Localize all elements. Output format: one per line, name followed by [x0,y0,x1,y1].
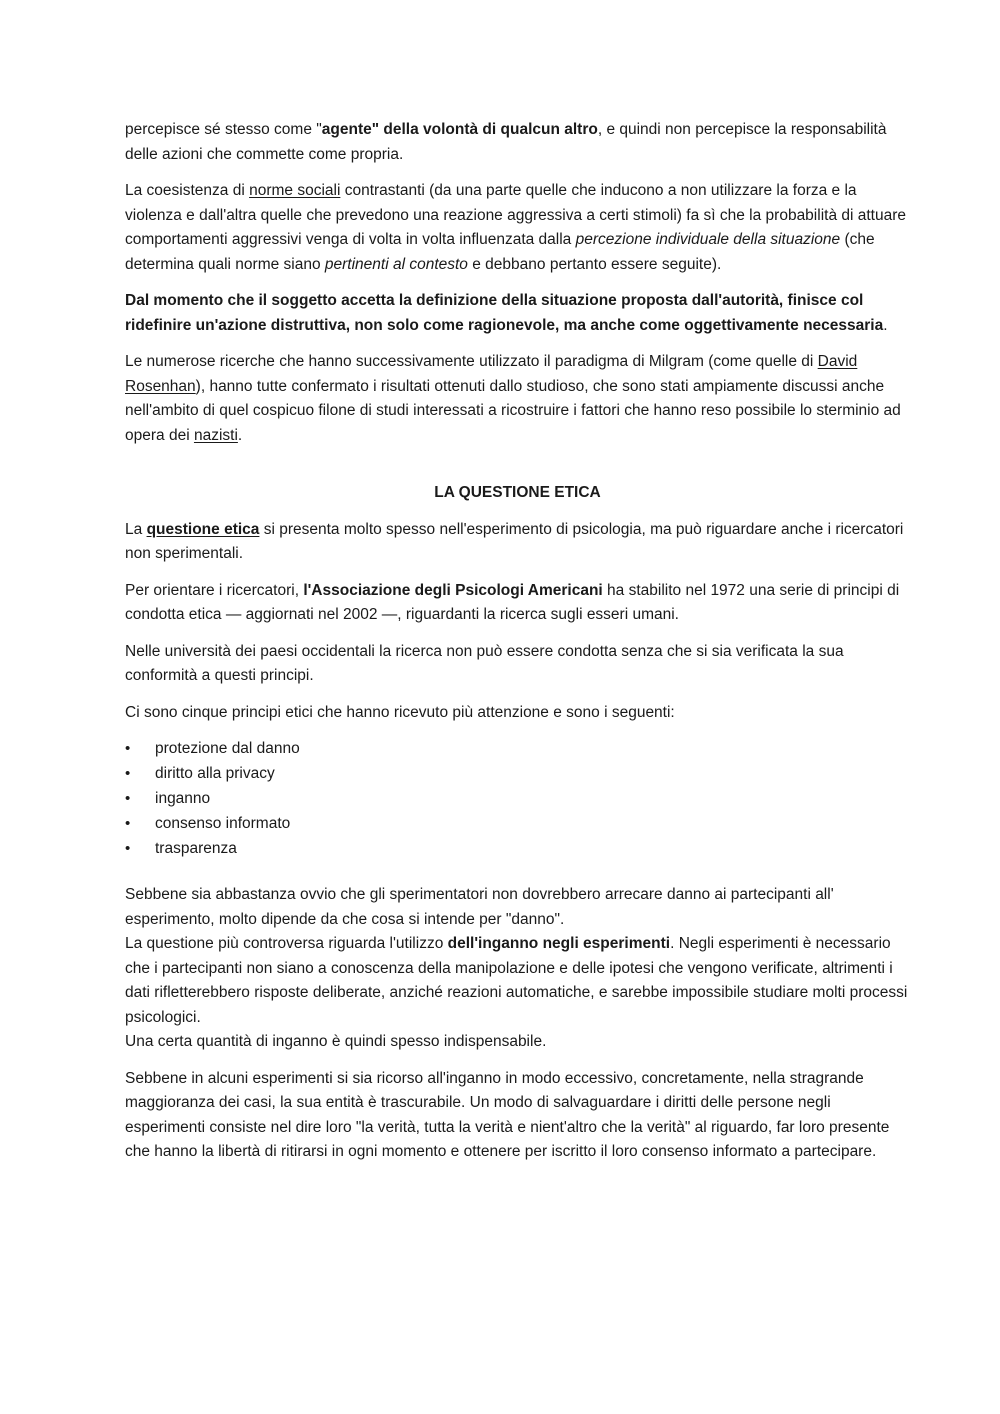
list-item [125,787,910,812]
text: contrastanti (da una parte quelle che inducono a non utilizzare la forza e la violenza e dall'altra quelle che prevedono una reazione aggressiva a certi stimoli) fa sì che la probabilità di attuare comportamenti aggressivi venga di volta in volta influenzata dalla [125,182,906,248]
text: . [237,426,243,444]
paragraph-apa [125,579,910,628]
paragraph-principles-intro: Ci sono cinque principi etici che hanno ricevuto più attenzione e sono i seguenti: [125,703,675,721]
italic-text: pertinenti al contesto [324,255,468,273]
bullet-icon: • [125,765,131,782]
text: percepisce sé stesso come " [125,121,322,138]
italic-text: percezione individuale della situazione [575,231,841,248]
bullet-icon: • [125,790,131,807]
paragraph-universities: Nelle università dei paesi occidentali la ricerca non può essere condotta senza che si sia verificata la sua conformità a questi principi. [125,642,844,684]
principles-list [125,737,910,862]
document-body [125,118,910,1177]
text: Una certa quantità di inganno è quindi spesso indispensabile. [125,1033,547,1050]
text: Le numerose ricerche che hanno successivamente utilizzato il paradigma di Milgram (come quelle di [125,353,818,370]
link-david-rosenhan[interactable]: David Rosenhan [125,353,858,395]
text: . Negli esperimenti è necessario che i partecipanti non siano a conoscenza della manipolazione e delle ipotesi che vengono verificate, altrimenti i dati rifletterebbero risposte deliberate, anziché reazioni automatiche, e sarebbe impossibile studiare molti processi psicologici. [125,935,908,1026]
text: La questione più controversa riguarda l'utilizzo [125,935,448,952]
text: . [883,316,888,334]
bullet-icon: • [125,840,131,857]
text: Sebbene sia abbastanza ovvio che gli sperimentatori non dovrebbero arrecare danno ai partecipanti all' esperimento, molto dipende da che cosa si intende per "danno". [125,886,834,928]
paragraph-authority [125,289,910,338]
paragraph-ethics-intro [125,518,910,567]
list-item-label: protezione dal danno [155,740,300,757]
text: , e quindi non percepisce la responsabilità delle azioni che commette come propria. [125,121,887,163]
bullet-icon: • [125,740,131,757]
text: si presenta molto spesso nell'esperimento di psicologia, ma può riguardare anche i ricercatori non sperimentali. [125,520,904,562]
bold-text: l'Associazione degli Psicologi Americani [303,581,603,599]
bullet-icon: • [125,815,131,832]
bold-text: dell'inganno negli esperimenti [447,935,671,952]
text: Per orientare i ricercatori, [125,581,304,599]
list-item [125,812,910,837]
list-item [125,762,910,787]
text: (che determina quali norme siano [125,231,875,273]
text: ha stabilito nel 1972 una serie di principi di condotta etica — aggiornati nel 2002 —, riguardanti la ricerca sugli esseri umani. [125,581,900,623]
list-item [125,837,910,862]
list-item [125,737,910,762]
paragraph-deception [125,883,910,1055]
bold-text: agente" della volontà di qualcun altro [321,121,598,138]
section-heading: LA QUESTIONE ETICA [434,484,601,501]
list-item-label: trasparenza [155,840,237,857]
text: ), hanno tutte confermato i risultati ottenuti dallo studioso, che sono stati ampiamente discussi anche nell'ambito di quel cospicuo filone di studi interessati a ricostruire i fattori che hanno reso possibile lo sterminio ad opera dei [125,377,901,444]
list-item-label: diritto alla privacy [155,765,275,782]
bold-text: Dal momento che il soggetto accetta la definizione della situazione proposta dall'autorità, finisce col ridefinire un'azione distruttiva, non solo come ragionevole, ma anche come oggettivamente necessaria [125,292,884,334]
paragraph-consent: Sebbene in alcuni esperimenti si sia ricorso all'inganno in modo eccessivo, concretamente, nella stragrande maggioranza dei casi, la sua entità è trascurabile. Un modo di salvaguardare i diritti delle persone negli esperimenti consiste nel dire loro "la verità, tutta la verità e nient'altro che la verità" al riguardo, far loro presente che hanno la libertà di ritirarsi in ogni momento e ottenere per iscritto il loro consenso informato a partecipare. [125,1069,890,1160]
list-item-label: consenso informato [155,815,291,832]
link-norme-sociali[interactable]: norme sociali [249,182,341,199]
text: La coesistenza di [125,182,250,199]
list-item-label: inganno [155,790,211,807]
link-nazisti[interactable]: nazisti [193,426,238,444]
paragraph-agent [125,118,910,167]
text: La [125,520,147,538]
link-questione-etica[interactable]: questione etica [146,520,260,538]
paragraph-social-norms [125,179,910,277]
paragraph-milgram [125,350,910,448]
text-line [125,932,910,1030]
text: e debbano pertanto essere seguite). [467,255,722,273]
